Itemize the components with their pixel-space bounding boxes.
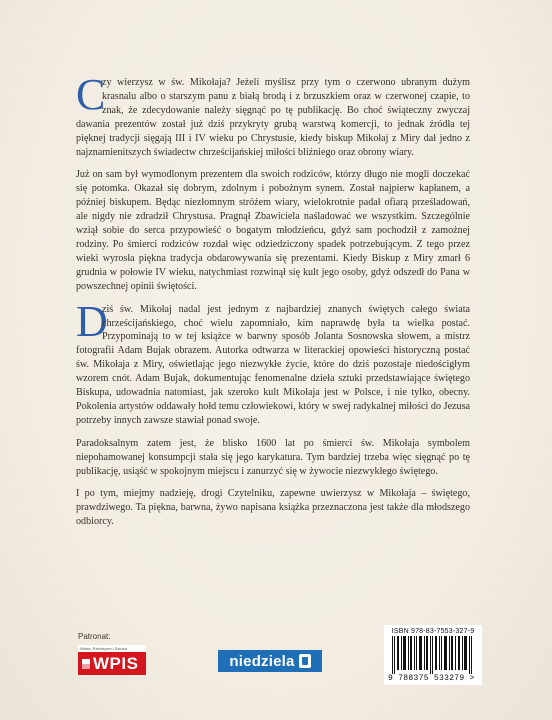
paragraph-4: Paradoksalnym zatem jest, że blisko 1600 lat po śmierci św. Mikołaja symbolem niepohamowanej konsumpcji stała się jego karykatura. Tym bardziej trzeba więc sięgnąć po tę publikację, usiąść w spokojnym miejscu i zanurzyć się w żywocie niezwykłego świętego.	[76, 437, 470, 477]
paragraph-3	[76, 296, 470, 428]
paragraph-3-text: ziś św. Mikołaj nadal jest jednym z najbardziej znanych świętych całego świata chrześcijańskiego, choć wielu zapomniało, kim naprawdę była ta wielka postać. Przypominają to w tej książce w barwny sposób Jolanta Sosnowska słowem, a mistrz fotografii Adam Bujak obrazem. Autorka odtwarza w literackiej opowieści historyczną postać św. Mikołaja z Miry, oświetlając jego niezwykłe życie, które do dziś pozostaje niedościgłym wzorem cnót. Adam Bujak, dokumentując fenomenalne dzieła sztuki przedstawiające świętego Biskupa, udowadnia natomiast, jak szeroko kult Mikołaja jest w Polsce, i nie tylko, obecny. Pokolenia artystów oddawały hołd temu człowiekowi, który w swej radykalnej miłości do Jezusa potrzeby innych zawsze stawiał ponad swoje.	[76, 303, 470, 426]
dropcap-d: D	[76, 296, 108, 346]
barcode-digits: 9 788375 533279 >	[388, 674, 475, 683]
barcode-icon	[388, 636, 478, 674]
paragraph-1	[76, 70, 470, 159]
paragraph-5: I po tym, miejmy nadzieję, drogi Czytelniku, zapewne uwierzysz w Mikołaja – świętego, prawdziwego. Ta piękna, barwna, żywo napisana książka przeznaczona jest także dla młodszego odbiorcy.	[76, 488, 470, 528]
isbn-label: ISBN 978-83-7553-327-9	[391, 628, 475, 635]
paragraph-2: Już on sam był wymodlonym prezentem dla swoich rodziców, którzy długo nie mogli doczekać się potomka. Okazał się dobrym, zdolnym i pobożnym synem. Został najpierw kapłanem, a później biskupem. Będąc niezłomnym stróżem wiary, wielokrotnie padał ofiarą prześladowań, ale nigdy nie zdradził Chrystusa. Pragnął Zbawiciela naśladować we wszystkim. Szczególnie wziął sobie do serca przypowieść o bogatym młodzieńcu, gdyż sam pochodził z zamożnej rodziny. Po śmierci rodziców rozdał więc odziedziczony spadek potrzebującym. Z tego przez wieki wyrosła piękna tradycja obdarowywania się prezentami. Kiedy Biskup z Miry zmarł 6 grudnia w połowie IV wieku, natychmiast rozwinął się kult jego osoby, gdyż odszedł do Pana w powszechnej opinii świętości.	[76, 169, 470, 292]
isbn-barcode	[384, 625, 482, 685]
wpis-logo	[78, 645, 146, 675]
niedziela-name: niedziela	[229, 652, 295, 670]
patron-label: Patronat:	[78, 632, 111, 641]
wpis-badge	[78, 652, 146, 675]
wpis-tagline: Wiara, Patriotyzm i Sztuka	[78, 645, 146, 652]
wpis-name: WPIS	[93, 653, 139, 673]
dropcap-c: C	[76, 70, 106, 119]
niedziela-emblem-icon	[299, 654, 311, 668]
niedziela-logo	[218, 650, 322, 672]
blurb-text	[76, 70, 470, 538]
flag-icon	[82, 659, 90, 669]
paragraph-1-text: zy wierzysz w św. Mikołaja? Jeżeli myślisz przy tym o czerwono ubranym dużym krasnalu albo o starszym panu z białą brodą i z brzuszkiem oraz w czerwonej czapie, to znak, że zdecydowanie należy sięgnąć po tę publikację. Bo choć świąteczny zwyczaj dawania prezentów został już dziś przykryty grubą warstwą komercji, to jednak źródła tej pięknej tradycji sięgają III i IV wieku po Chrystusie, kiedy biskup Mikołaj z Miry dał jedno z najznamienitszych świadectw chrześcijańskiej miłości bliźniego oraz obrony wiary.	[76, 77, 470, 158]
